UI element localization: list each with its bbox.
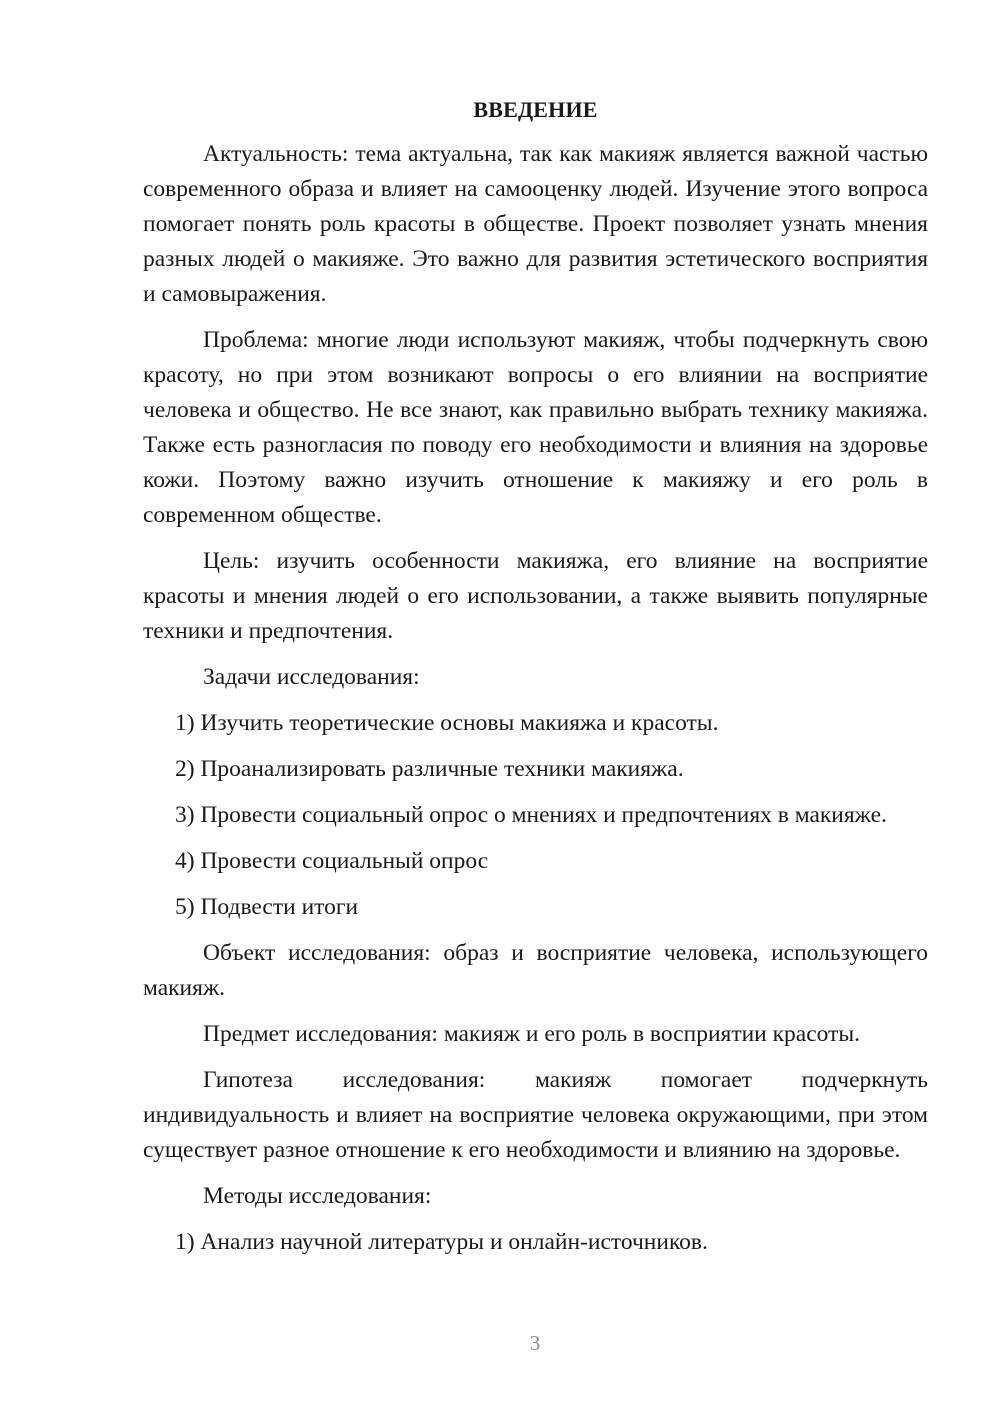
page-content xyxy=(143,92,928,1271)
task-item: 3) Провести социальный опрос о мнениях и предпочтениях в макияже. xyxy=(175,802,887,828)
methods-heading: Методы исследования: xyxy=(203,1183,432,1209)
relevance-paragraph: Актуальность: тема актуальна, так как макияж является важной частью современного образа и влияет на самооценку людей. Изучение этого вопроса помогает понять роль красоты в обществе. Проект позволяет узнать мнения разных людей о макияже. Это важно для развития эстетического восприятия и самовыражения. xyxy=(143,141,928,307)
tasks-heading: Задачи исследования: xyxy=(203,664,420,690)
problem-paragraph: Проблема: многие люди используют макияж, чтобы подчеркнуть свою красоту, но при этом возникают вопросы о его влиянии на восприятие человека и общество. Не все знают, как правильно выбрать технику макияжа. Также есть разногласия по поводу его необходимости и влияния на здоровье кожи. Поэтому важно изучить отношение к макияжу и его роль в современном обществе. xyxy=(143,327,928,528)
page-title: ВВЕДЕНИЕ xyxy=(473,97,598,122)
goal-paragraph: Цель: изучить особенности макияжа, его влияние на восприятие красоты и мнения людей о его использовании, а также выявить популярные техники и предпочтения. xyxy=(143,548,928,644)
object-paragraph: Объект исследования: образ и восприятие человека, использующего макияж. xyxy=(143,940,928,1001)
task-item: 1) Изучить теоретические основы макияжа и красоты. xyxy=(175,710,719,736)
task-item: 2) Проанализировать различные техники макияжа. xyxy=(175,756,684,782)
task-item: 4) Провести социальный опрос xyxy=(175,848,489,874)
hypothesis-paragraph: Гипотеза исследования: макияж помогает подчеркнуть индивидуальность и влияет на восприятие человека окружающими, при этом существует разное отношение к его необходимости и влиянию на здоровье. xyxy=(143,1067,928,1163)
task-item: 5) Подвести итоги xyxy=(175,894,359,920)
method-item: 1) Анализ научной литературы и онлайн-источников. xyxy=(175,1229,708,1255)
subject-paragraph: Предмет исследования: макияж и его роль в восприятии красоты. xyxy=(203,1021,861,1047)
page-number: 3 xyxy=(529,1331,541,1355)
